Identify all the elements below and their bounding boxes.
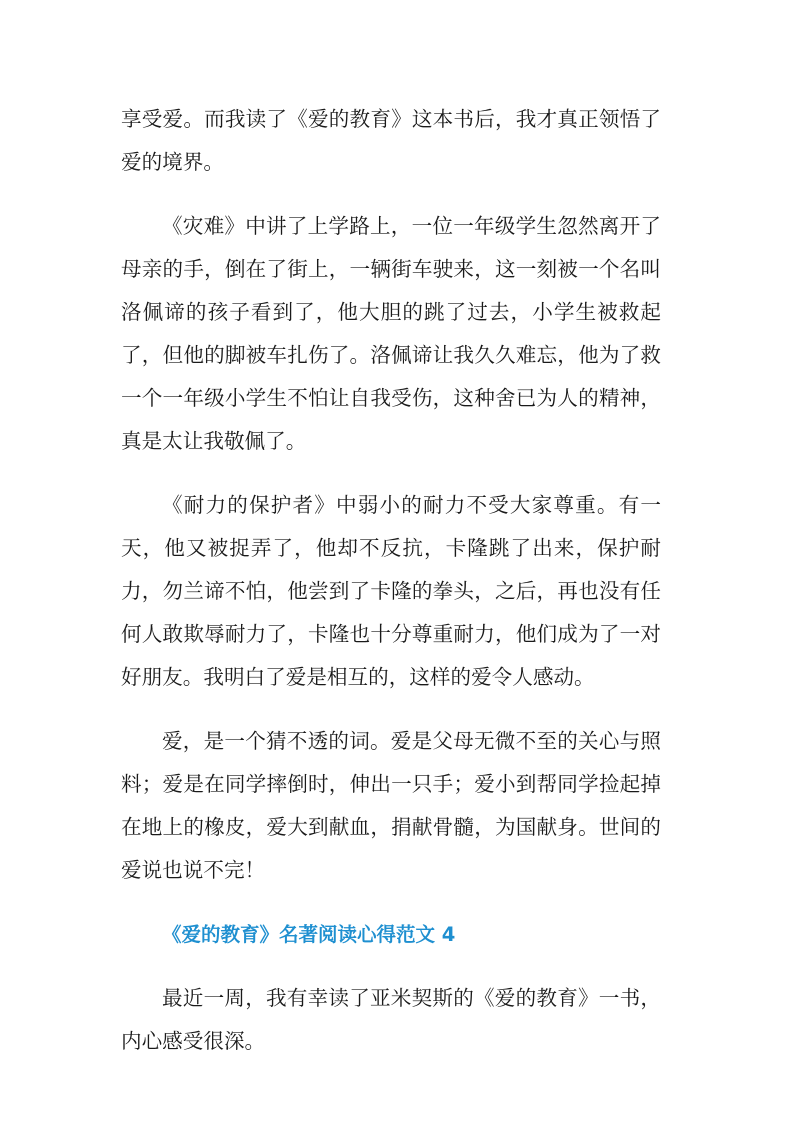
paragraph-protector: 《耐力的保护者》中弱小的耐力不受大家尊重。有一天，他又被捉弄了，他却不反抗，卡隆跳了出来，保护耐力，勿兰谛不怕，他尝到了卡隆的拳头，之后，再也没有任何人敢欺辱耐力了，卡隆也十分尊重耐力，他们成为了一对好朋友。我明白了爱是相互的，这样的爱令人感动。 [121, 493, 661, 689]
paragraph-intro: 最近一周，我有幸读了亚米契斯的《爱的教育》一书，内心感受很深。 [121, 986, 661, 1053]
paragraph-continued: 享受爱。而我读了《爱的教育》这本书后，我才真正领悟了爱的境界。 [121, 107, 661, 174]
section-heading: 《爱的教育》名著阅读心得范文 4 [162, 923, 456, 946]
paragraph-disaster: 《灾难》中讲了上学路上，一位一年级学生忽然离开了母亲的手，倒在了街上，一辆街车驶来，这一刻被一个名叫洛佩谛的孩子看到了，他大胆的跳了过去，小学生被救起了，但他的脚被车扎伤了。洛佩谛让我久久难忘，他为了救一个一年级小学生不怕让自我受伤，这种舍已为人的精神，真是太让我敬佩了。 [121, 214, 661, 453]
document-page [121, 98, 661, 1063]
paragraph-love: 爱，是一个猜不透的词。爱是父母无微不至的关心与照料；爱是在同学摔倒时，伸出一只手；爱小到帮同学捡起掉在地上的橡皮，爱大到献血，捐献骨髓，为国献身。世间的爱说也说不完！ [121, 729, 661, 882]
